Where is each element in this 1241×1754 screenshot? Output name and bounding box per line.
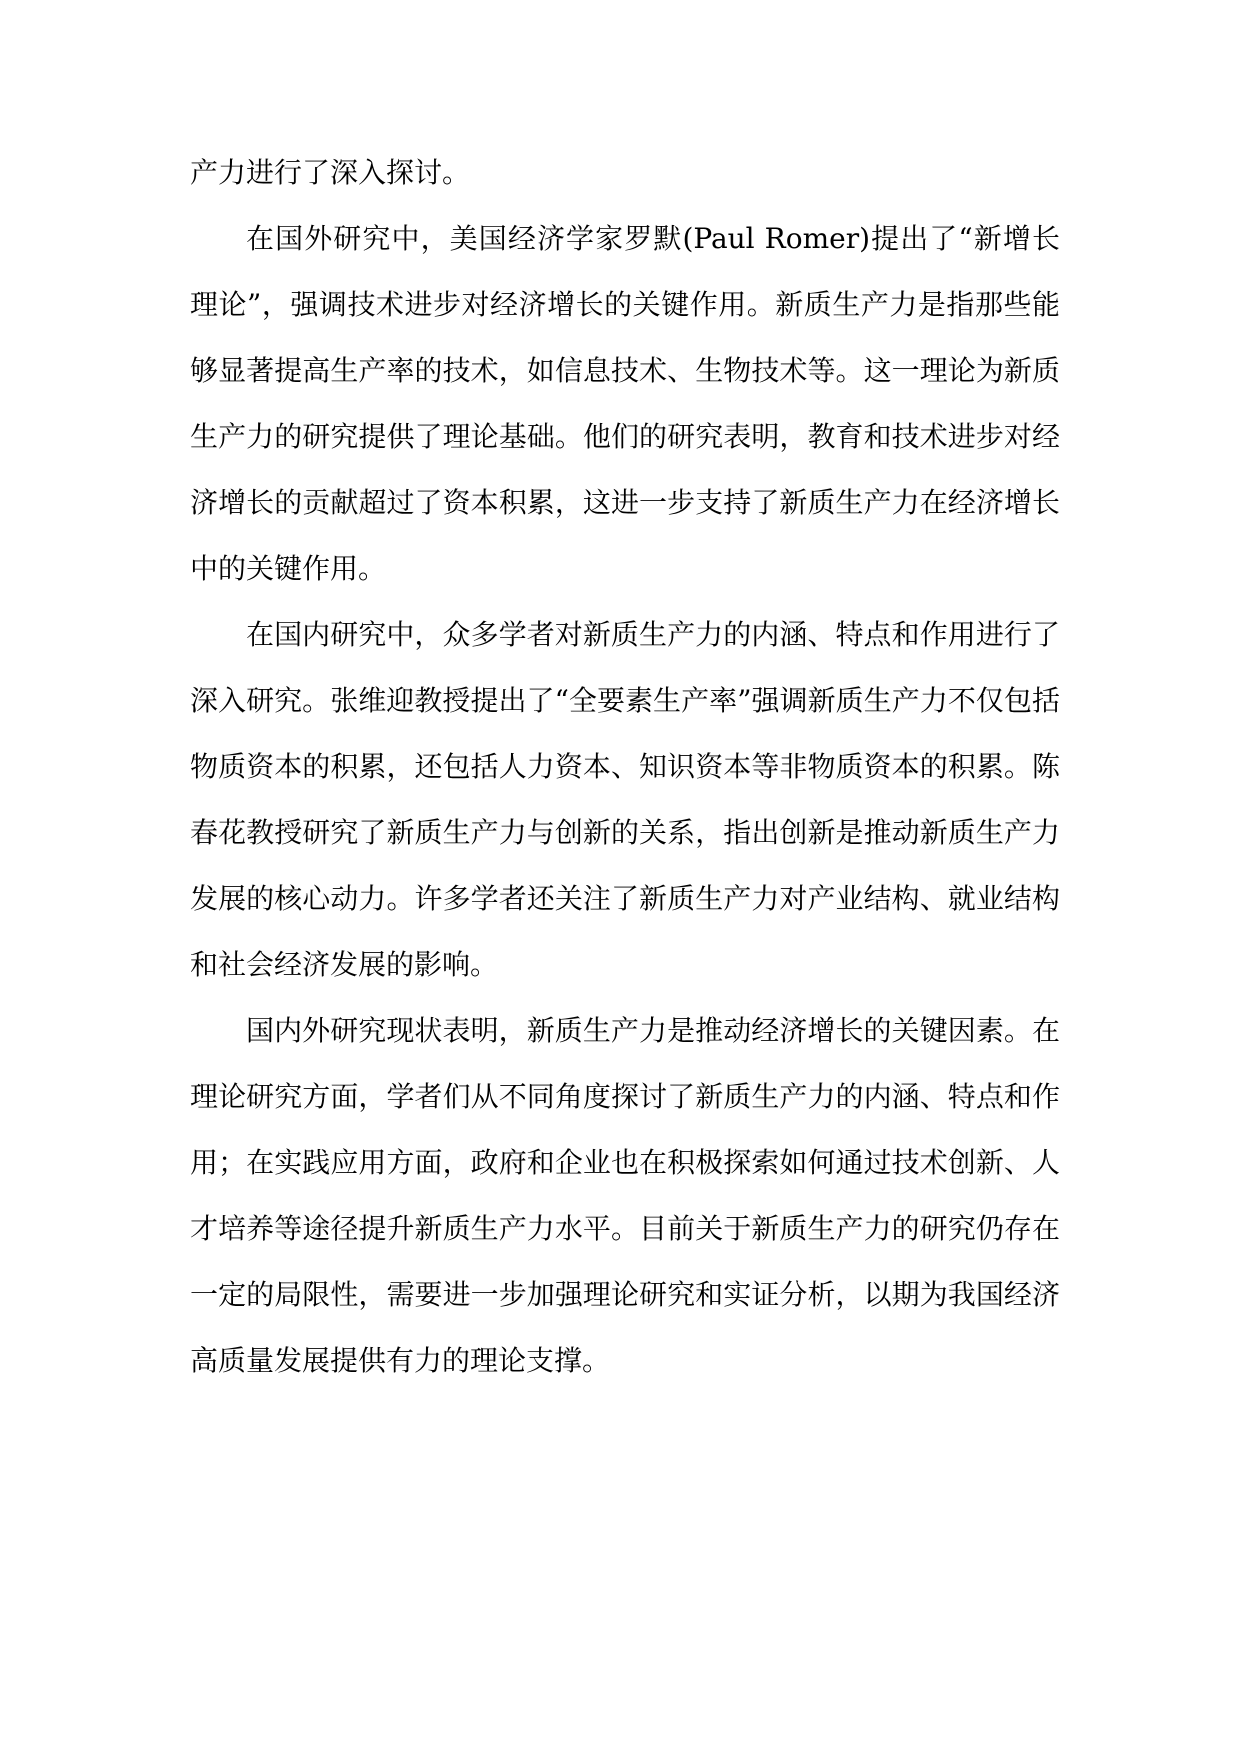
paragraph-2: 在国外研究中，美国经济学家罗默(Paul Romer)提出了“新增长理论”，强调技术进步对经济增长的关键作用。新质生产力是指那些能够显著提高生产率的技术，如信息技术、生物技术等。这一理论为新质生产力的研究提供了理论基础。他们的研究表明，教育和技术进步对经济增长的贡献超过了资本积累，这进一步支持了新质生产力在经济增长中的关键作用。 (190, 222, 1060, 585)
paragraph-4: 国内外研究现状表明，新质生产力是推动经济增长的关键因素。在理论研究方面，学者们从不同角度探讨了新质生产力的内涵、特点和作用；在实践应用方面，政府和企业也在积极探索如何通过技术创新、人才培养等途径提升新质生产力水平。目前关于新质生产力的研究仍存在一定的局限性，需要进一步加强理论研究和实证分析，以期为我国经济高质量发展提供有力的理论支撑。 (190, 1014, 1060, 1377)
body-text (190, 140, 1060, 1394)
paragraph-1: 产力进行了深入探讨。 (190, 156, 471, 189)
paragraph-3: 在国内研究中，众多学者对新质生产力的内涵、特点和作用进行了深入研究。张维迎教授提出了“全要素生产率”强调新质生产力不仅包括物质资本的积累，还包括人力资本、知识资本等非物质资本的积累。陈春花教授研究了新质生产力与创新的关系，指出创新是推动新质生产力发展的核心动力。许多学者还关注了新质生产力对产业结构、就业结构和社会经济发展的影响。 (190, 618, 1060, 981)
